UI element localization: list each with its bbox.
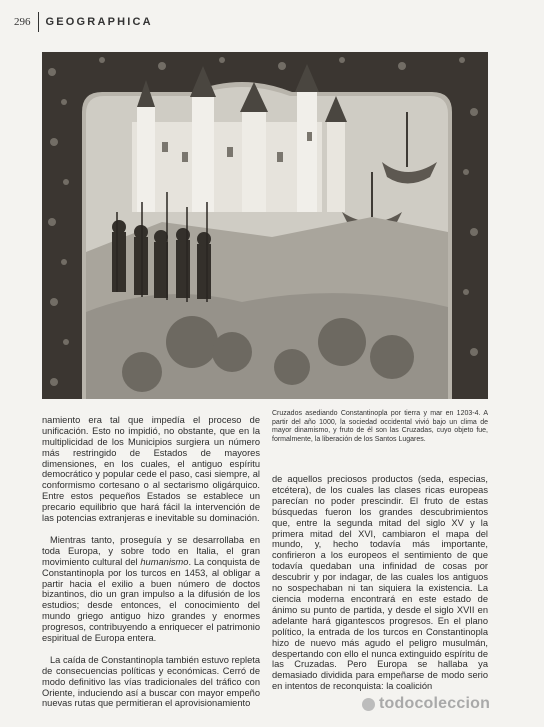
text-column-left [42, 404, 260, 720]
paragraph: La caída de Constantinopla también estuvo repleta de consecuencias políticas y económicas. Cerró de modo definitivo las vías tradicionales del tráfico con Oriente, induciendo así a buscar con mayor empeño nuevas rutas que permitieran el aprovisionamiento [42, 654, 260, 709]
watermark-text: todocoleccion [379, 695, 491, 712]
magazine-title: GEOGRAPHICA [45, 16, 153, 28]
paragraph-start: Mientras tanto, proseguía y se desarrollaba en toda Europa, y sobre todo en Italia, el gran movimiento cultural del [42, 534, 260, 567]
miniature-illustration [42, 52, 488, 399]
figure-caption: Cruzados asediando Constantinopla por tierra y mar en 1203-4. A partir del año 1000, la sociedad occidental vivió bajo un clima de mayor dinamismo, y fruto de él son las Cruzadas, cuyo objeto fue, formalmente, la liberación de los Santos Lugares. [272, 410, 488, 443]
siege-miniature-image [42, 52, 488, 399]
page-header [14, 12, 153, 32]
header-divider [38, 12, 39, 32]
paragraph-end: . La conquista de Constantinopla por los turcos en 1453, al obligar a partir hacia el exilio a buen número de doctos bizantinos, dio un gran impulso a la difusión de los estudios; desde entonces, el conocimiento del mundo griego antiguo hizo grandes y enormes progresos, contribuyendo a enriquecer el patrimonio espiritual de Europa entera. [42, 556, 260, 644]
watermark-logo-icon [362, 698, 375, 711]
page-number: 296 [14, 16, 31, 28]
paragraph [42, 535, 260, 644]
text-column-right: de aquellos preciosos productos (seda, especias, etcétera), de los cuales las clases ricas europeas parecían no poder prescindir. El fruto de estas búsquedas fueron los grandes descubrimientos que, entre la segunda mitad del siglo XV y la primera mitad del XVI, cambiaron el mapa del mundo, y, hecho todavía más importante, confirieron a los europeos el sentimiento de que todavía quedaban una infinidad de cosas por descubrir y por indagar, de las cuales los antiguos no sospechaban ni tan siquiera la existencia. La ciencia moderna encontrará en este estado de ánimo su punto de partida, y desde el siglo XVII en adelante hará gigantescos progresos. En el plano político, la entrada de los turcos en Constantinopla hizo de nuevo más agudo el peligro musulmán, despertando con ello el nunca extinguido espíritu de las Cruzadas. Pero Europa se hallaba ya demasiado dividida para empeñarse de modo serio en intentos de reconquista: la coalición [272, 474, 488, 692]
paragraph: namiento era tal que impedía el proceso de unificación. Esto no impidió, no obstante, que en la multiplicidad de los Municipios surgiera un número más restringido de Estados de mayores dimensiones, en los cuales, el antiguo espíritu democrático y popular cede el paso, casi siempre, al conformismo cortesano o al sectarismo oligárquico. Entre estos pequeños Estados se establece un precario equilibrio que hará fácil la intervención de las potencias extranjeras e inevitable su dominación. [42, 414, 260, 524]
watermark [362, 694, 490, 714]
emphasis-term: humanismo [140, 556, 189, 567]
